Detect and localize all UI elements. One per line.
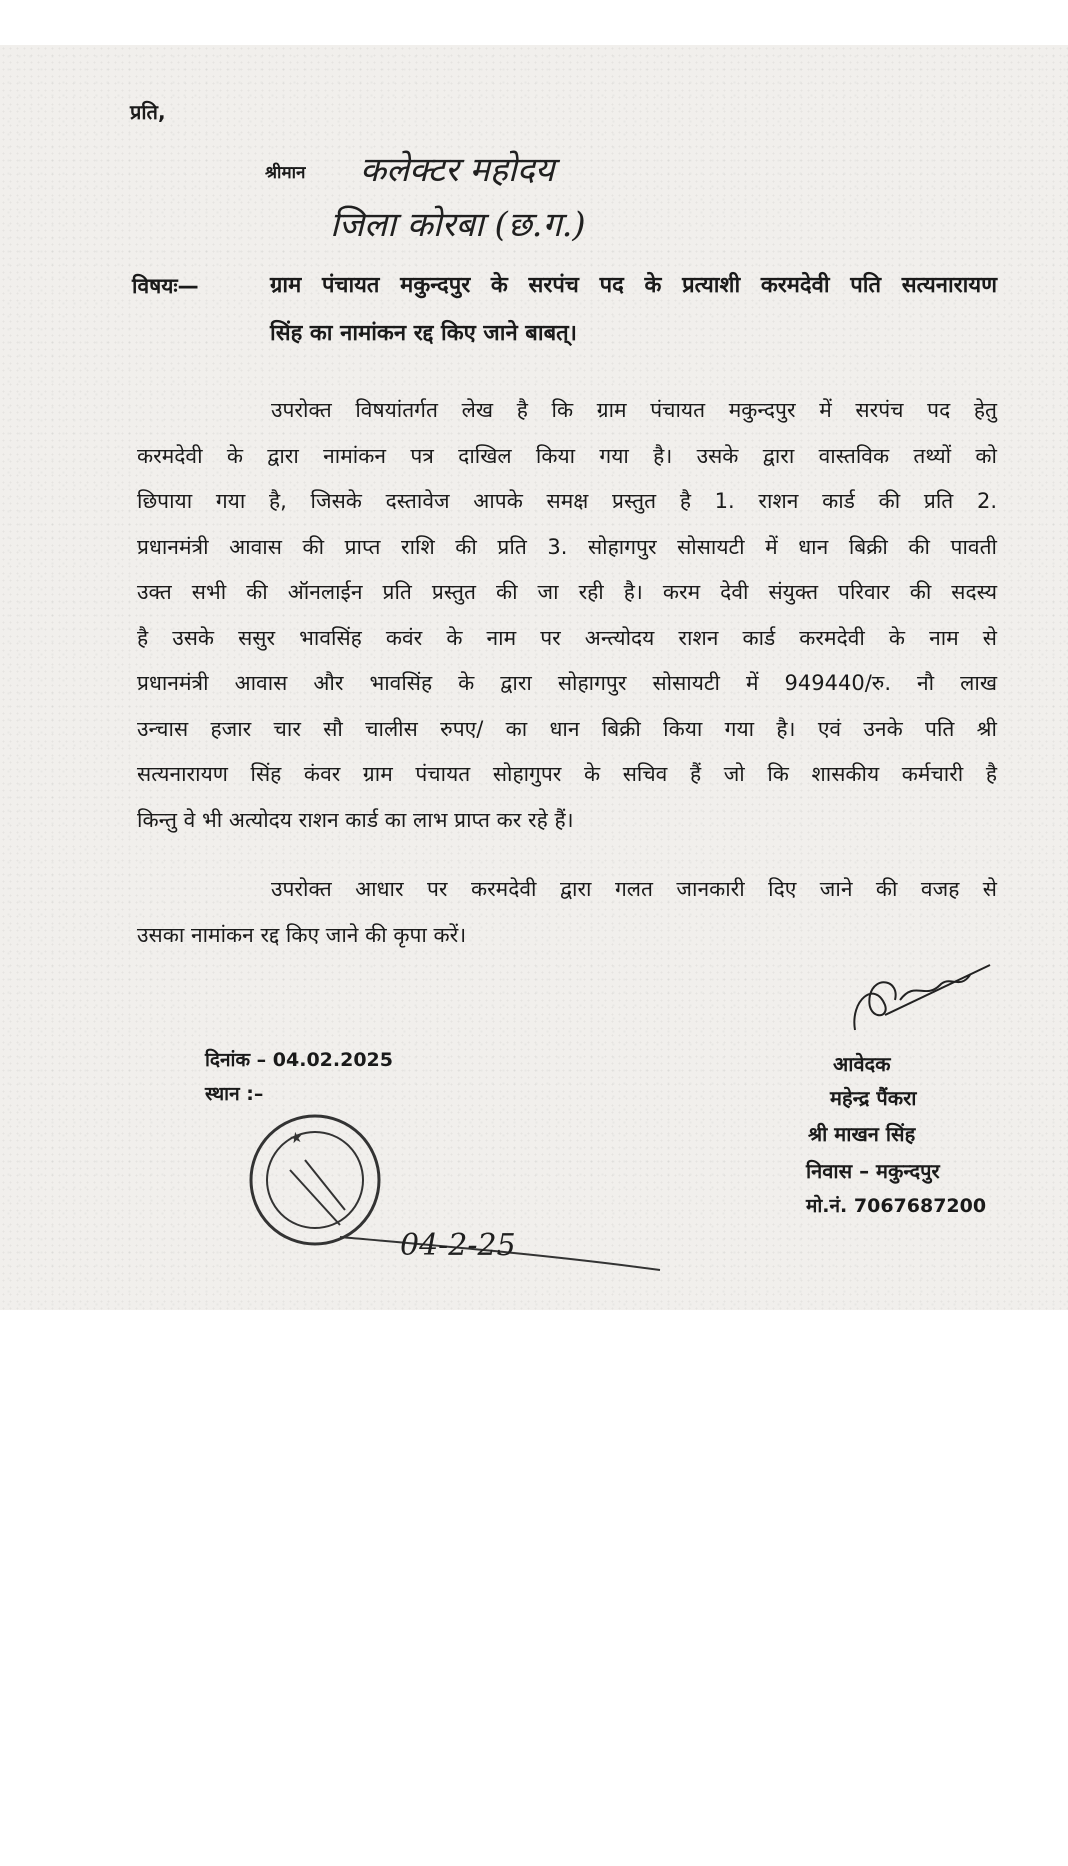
paragraph-line: किन्तु वे भी अत्योदय राशन कार्ड का लाभ प्राप्त कर रहे हैं।	[137, 807, 574, 832]
date-line: दिनांक – 04.02.2025	[205, 1049, 393, 1071]
subject	[270, 262, 997, 358]
to-label: प्रति,	[130, 100, 166, 124]
subject-label: विषयः—	[132, 274, 199, 298]
applicant-label: आवेदक	[833, 1052, 891, 1076]
paragraph-line: प्रधानमंत्री आवास और भावसिंह के द्वारा सोहागपुर सोसायटी में 949440/रु. नौ लाख	[137, 671, 997, 695]
paragraph-line: उपरोक्त विषयांतर्गत लेख है कि ग्राम पंचायत मकुन्दपुर में सरपंच पद हेतु	[271, 398, 997, 422]
place-line: स्थान :–	[205, 1083, 264, 1105]
addressee-line-2: जिला कोरबा (छ.ग.)	[330, 205, 586, 245]
applicant-name: महेन्द्र पैंकरा	[830, 1086, 917, 1110]
paragraph-line: उपरोक्त आधार पर करमदेवी द्वारा गलत जानकारी दिए जाने की वजह से	[271, 877, 997, 901]
received-date-handwritten: 04-2-25	[400, 1228, 516, 1263]
paragraph-line: उन्चास हजार चार सौ चालीस रुपए/ का धान बिक्री किया गया है। एवं उनके पति श्री	[137, 716, 997, 741]
paragraph-line: उसका नामांकन रद्द किए जाने की कृपा करें।	[137, 922, 467, 947]
addressee-line-1: कलेक्टर महोदय	[360, 150, 555, 190]
body-paragraph-1	[137, 388, 997, 843]
paragraph-line: सत्यनारायण सिंह कंवर ग्राम पंचायत सोहागुपर के सचिव हैं जो कि शासकीय कर्मचारी है	[137, 762, 997, 786]
applicant-residence: निवास – मकुन्दपुर	[806, 1159, 940, 1183]
honorific: श्रीमान	[265, 163, 306, 183]
body-paragraph-2	[137, 867, 997, 958]
paragraph-line: प्रधानमंत्री आवास की प्राप्त राशि की प्रति 3. सोहागपुर सोसायटी में धान बिक्री की पावती	[137, 534, 997, 559]
paragraph-line: छिपाया गया है, जिसके दस्तावेज आपके समक्ष प्रस्तुत है 1. राशन कार्ड की प्रति 2.	[137, 489, 997, 513]
paragraph-line: है उसके ससुर भावसिंह कवंर के नाम पर अन्त्योदय राशन कार्ड करमदेवी के नाम से	[137, 625, 997, 650]
applicant-mobile: मो.नं. 7067687200	[806, 1195, 987, 1217]
paragraph-line: करमदेवी के द्वारा नामांकन पत्र दाखिल किया गया है। उसके द्वारा वास्तविक तथ्यों को	[137, 443, 997, 468]
subject-line: ग्राम पंचायत मकुन्दपुर के सरपंच पद के प्रत्याशी करमदेवी पति सत्यनारायण	[270, 273, 997, 298]
subject-line: सिंह का नामांकन रद्द किए जाने बाबत्।	[270, 321, 578, 346]
svg-text:★: ★	[287, 1127, 305, 1148]
applicant-father: श्री माखन सिंह	[808, 1122, 916, 1146]
applicant-signature	[845, 960, 995, 1040]
paragraph-line: उक्त सभी की ऑनलाईन प्रति प्रस्तुत की जा रही है। करम देवी संयुक्त परिवार की सदस्य	[137, 580, 997, 604]
